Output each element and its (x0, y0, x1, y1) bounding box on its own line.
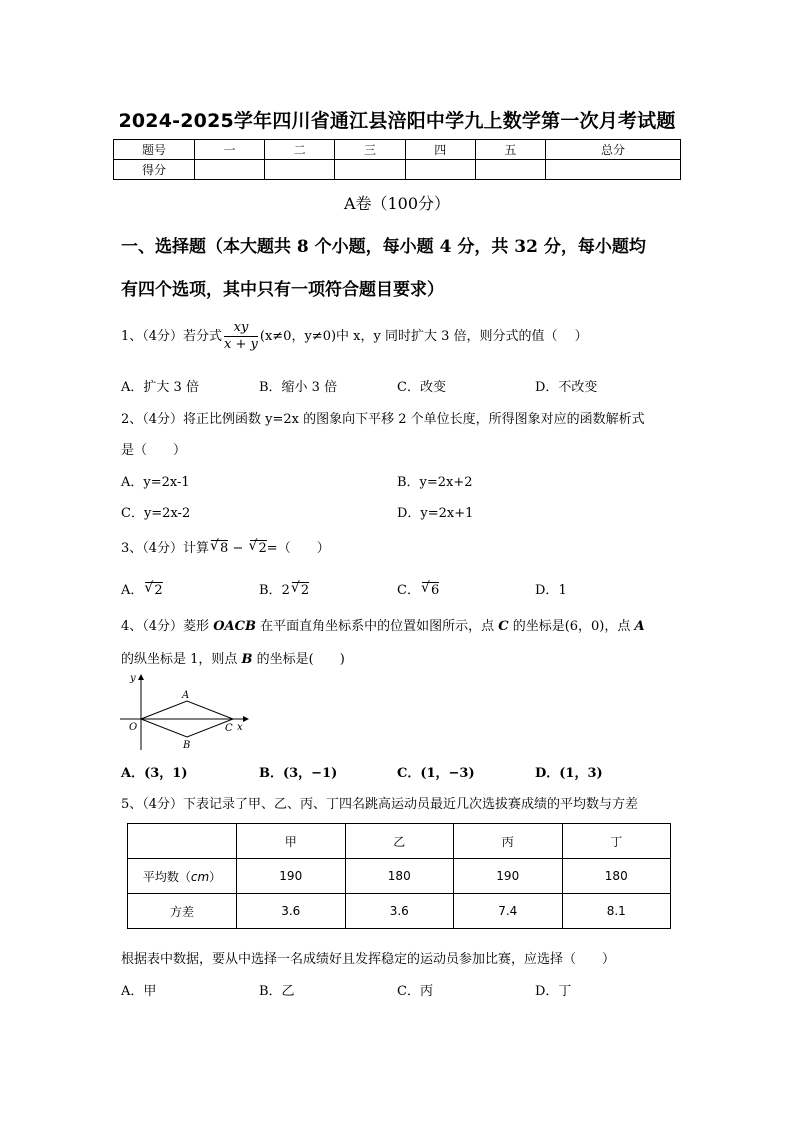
q3-option-radical: √ 2 (145, 582, 162, 598)
exam-title: 2024-2025学年四川省通江县涪阳中学九上数学第一次月考试题 (118, 110, 676, 132)
stats-table (127, 823, 671, 929)
q3-option-radical: √ 2 (292, 582, 309, 598)
q1-fraction (224, 320, 258, 353)
point-o-label: O (129, 722, 138, 733)
q5-option-a[interactable]: A．甲 (121, 984, 157, 999)
q2-option-b[interactable]: B．y=2x+2 (397, 475, 473, 490)
section-a-heading: A卷（100分） (343, 194, 451, 213)
q3-option-c[interactable] (397, 579, 439, 598)
score-header-cell: 五 (475, 140, 545, 160)
stats-cell: 3.6 (345, 894, 454, 929)
q1-option-c[interactable]: C．改变 (397, 380, 446, 395)
score-header-cell: 总分 (546, 140, 681, 160)
q2-option-d[interactable]: D．y=2x+1 (397, 506, 474, 521)
q4-option-b[interactable]: B．(3，−1) (259, 766, 338, 781)
stats-header-row (128, 824, 671, 859)
point-c-label: C (225, 723, 233, 734)
section-heading-line1: 一、选择题（本大题共 8 个小题，每小题 4 分，共 32 分，每小题均 (121, 237, 646, 257)
q2-option-c[interactable]: C．y=2x-2 (121, 506, 191, 521)
score-header-cell: 题号 (114, 140, 195, 160)
mean-label: 平均数（ (142, 869, 191, 884)
stats-cell: 8.1 (562, 894, 671, 929)
q2-line2: 是（ ） (121, 443, 187, 458)
score-input-cell[interactable] (335, 160, 405, 180)
q4-text: 在平面直角坐标系中的位置如图所示，点 (255, 619, 499, 634)
stats-cell: 190 (237, 859, 346, 894)
stats-header-cell: 乙 (345, 824, 454, 859)
q1-denominator: x + y (224, 337, 258, 352)
question-1 (121, 320, 588, 353)
q3-minus: − (232, 541, 244, 556)
q3-option-letter: C． (397, 583, 420, 598)
stats-header-cell: 甲 (237, 824, 346, 859)
q4-option-d[interactable]: D．(1，3) (535, 766, 603, 781)
score-input-cell[interactable] (265, 160, 335, 180)
q1-suffix: (x≠0，y≠0)中 x，y 同时扩大 3 倍，则分式的值（ ） (259, 329, 588, 344)
q4-line1 (121, 615, 645, 634)
stats-mean-row (128, 859, 671, 894)
stats-header-cell (128, 824, 237, 859)
question-3 (121, 537, 330, 556)
q3-option-coef: 2 (281, 583, 290, 598)
q4-italic: A (634, 619, 645, 634)
q4-option-a[interactable]: A．(3，1) (121, 766, 188, 781)
stats-header-cell: 丁 (562, 824, 671, 859)
q3-option-a[interactable] (121, 579, 163, 598)
score-header-cell: 二 (265, 140, 335, 160)
q3-option-letter: D． (535, 583, 559, 598)
score-input-cell[interactable] (195, 160, 265, 180)
stats-cell: 190 (454, 859, 563, 894)
q1-numerator: xy (224, 320, 258, 337)
score-input-cell[interactable] (475, 160, 545, 180)
score-header-cell: 三 (335, 140, 405, 160)
q4-italic: OACB (213, 619, 256, 634)
stats-cell: 3.6 (237, 894, 346, 929)
q4-text: 的坐标是( ) (252, 652, 345, 667)
point-b-label: B (183, 740, 191, 751)
stats-cell: 7.4 (454, 894, 563, 929)
q3-option-letter: B． (259, 583, 282, 598)
q5-option-c[interactable]: C．丙 (397, 984, 433, 999)
score-table-score-row (114, 160, 681, 180)
y-axis-label: y (130, 673, 136, 684)
stats-header-cell: 丙 (454, 824, 563, 859)
score-header-cell: 一 (195, 140, 265, 160)
q5-option-d[interactable]: D．丁 (535, 984, 572, 999)
score-row-label: 得分 (114, 160, 195, 180)
q3-sqrt-b: √ 2 (250, 540, 267, 556)
q3-option-d[interactable] (535, 579, 567, 598)
q5-option-b[interactable]: B．乙 (259, 984, 295, 999)
stats-row-label: 方差 (128, 894, 237, 929)
q1-option-b[interactable]: B．缩小 3 倍 (259, 380, 338, 395)
mean-label-close: ） (209, 869, 222, 884)
q4-text: 的坐标是(6，0)，点 (508, 619, 635, 634)
q2-option-a[interactable]: A．y=2x-1 (121, 475, 190, 490)
score-input-cell[interactable] (405, 160, 475, 180)
q3-suffix: =（ ） (266, 541, 330, 556)
q3-option-coef: 1 (558, 583, 567, 598)
q3-option-letter: A． (121, 583, 144, 598)
stats-variance-row (128, 894, 671, 929)
q4-italic: B (241, 652, 253, 667)
q5-line2: 根据表中数据，要从中选择一名成绩好且发挥稳定的运动员参加比赛，应选择（ ） (121, 952, 616, 967)
stats-cell: 180 (345, 859, 454, 894)
q3-sqrt-a: √ 8 (211, 540, 228, 556)
q4-option-c[interactable]: C．(1，−3) (397, 766, 475, 781)
point-a-label: A (182, 690, 190, 701)
q3-prefix: 3、（4分）计算 (121, 541, 210, 556)
score-table (113, 139, 681, 180)
q2-line1: 2、（4分）将正比例函数 y=2x 的图象向下平移 2 个单位长度，所得图象对应的函数解析式 (121, 412, 645, 427)
q1-option-d[interactable]: D．不改变 (535, 380, 598, 395)
score-header-cell: 四 (405, 140, 475, 160)
q4-line2 (121, 648, 345, 667)
x-axis-label: x (237, 722, 243, 733)
rhombus-figure (115, 670, 260, 755)
q1-option-a[interactable]: A．扩大 3 倍 (121, 380, 199, 395)
section-heading-line2: 有四个选项，其中只有一项符合题目要求） (121, 280, 444, 300)
q1-prefix: 1、（4分）若分式 (121, 329, 223, 344)
score-table-header-row (114, 140, 681, 160)
q5-line1: 5、（4分）下表记录了甲、乙、丙、丁四名跳高运动员最近几次选拔赛成绩的平均数与方差 (121, 797, 639, 812)
q4-italic: C (498, 619, 509, 634)
q3-option-b[interactable] (259, 579, 309, 598)
score-input-cell[interactable] (546, 160, 681, 180)
mean-unit: cm (190, 869, 210, 884)
stats-cell: 180 (562, 859, 671, 894)
stats-row-label (128, 859, 237, 894)
q3-option-radical: √ 6 (422, 582, 439, 598)
q4-text: 的纵坐标是 1，则点 (121, 652, 242, 667)
q4-text: 4、（4分）菱形 (121, 619, 214, 634)
